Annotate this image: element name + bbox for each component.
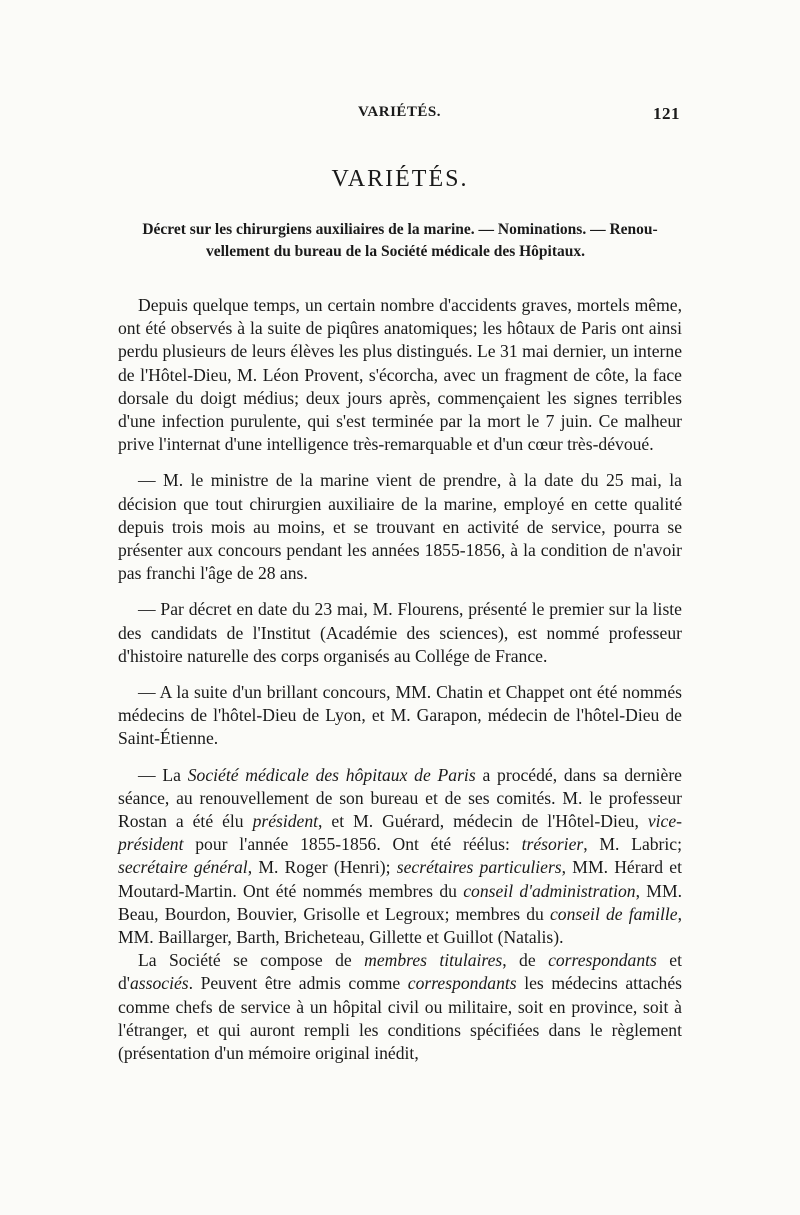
text-run: , de: [502, 950, 549, 971]
paragraph-societe-medicale: [118, 764, 682, 950]
section-title: VARIÉTÉS.: [331, 166, 469, 192]
article-body: [118, 294, 682, 1065]
text-run: pour l'année 1855-1856. Ont été réélus:: [183, 834, 522, 855]
text-run: , MM. Hérard et Moutard-Martin. Ont été nommés membres du: [118, 857, 682, 901]
running-head-title: VARIÉTÉS.: [358, 104, 442, 120]
text-run: , MM. Beau, Bourdon, Bouvier, Grisolle et Legroux; membres du: [118, 880, 682, 924]
italic-run: vice-président: [118, 811, 682, 855]
italic-run: secrétaires particuliers: [396, 857, 562, 878]
italic-run: associés: [129, 973, 189, 994]
text-run: les médecins attachés comme chefs de service à un hôpital civil ou militaire, soit en province, soit à l'étranger, et qui auront rempli les conditions spécifiées dans le règlement (présentation d'un mémoire original inédit,: [118, 973, 682, 1064]
text-run: , M. Roger (Henri);: [247, 857, 397, 878]
text-run: . Peuvent être admis comme: [188, 973, 408, 994]
page-number: 121: [653, 104, 680, 123]
italic-run: Société médicale des hôpitaux de Paris: [187, 764, 476, 785]
summary-line-2: vellement du bureau de la Société médicale des Hôpitaux.: [206, 243, 586, 260]
section-summary: [118, 219, 682, 263]
text-run: , et M. Guérard, médecin de l'Hôtel-Dieu,: [318, 811, 648, 832]
paragraph-marine-decree: — M. le ministre de la marine vient de prendre, à la date du 25 mai, la décision que tout chirurgien auxiliaire de la marine, employé en cette qualité depuis trois mois au moins, et se trouvant en activité de service, pourra se présenter aux concours pendant les années 1855-1856, à la condition de n'avoir pas franchi l'âge de 28 ans.: [118, 470, 682, 584]
running-head: [118, 104, 682, 126]
summary-line-1: Décret sur les chirurgiens auxiliaires de la marine. — Nominations. — Renou-: [142, 221, 658, 238]
italic-run: conseil d'administration: [463, 880, 636, 901]
text-run: , M. Labric;: [583, 834, 682, 855]
text-run: et d': [118, 950, 682, 994]
italic-run: correspondants: [548, 950, 657, 971]
paragraph-flourens: — Par décret en date du 23 mai, M. Flourens, présenté le premier sur la liste des candidats de l'Institut (Académie des sciences), est nommé professeur d'histoire naturelle des corps organisés au Collége de France.: [118, 599, 682, 666]
italic-run: conseil de famille: [550, 903, 678, 924]
paragraph-lyon-concours: — A la suite d'un brillant concours, MM. Chatin et Chappet ont été nommés médecins de l'hôtel-Dieu de Lyon, et M. Garapon, médecin de l'hôtel-Dieu de Saint-Étienne.: [118, 682, 682, 749]
italic-run: membres titulaires: [364, 950, 503, 971]
text-run: a procédé, dans sa dernière séance, au renouvellement de son bureau et de ses comités. M. le professeur Rostan a été élu: [118, 764, 682, 832]
text-run: , MM. Baillarger, Barth, Bricheteau, Gillette et Guillot (Natalis).: [118, 903, 682, 948]
italic-run: président: [252, 811, 319, 832]
italic-run: correspondants: [407, 973, 517, 994]
text-run: — La: [138, 764, 188, 785]
italic-run: trésorier: [521, 834, 584, 855]
paragraph-accidents: Depuis quelque temps, un certain nombre d'accidents graves, mortels même, ont été observés à la suite de piqûres anatomiques; les hôtaux de Paris ont ainsi perdu plusieurs de leurs élèves les plus distingués. Le 31 mai dernier, un interne de l'Hôtel-Dieu, M. Léon Provent, s'écorcha, avec un fragment de côte, la face dorsale du doigt médius; deux jours après, commençaient les signes terribles d'une infection purulente, qui s'est terminée par la mort le 7 juin. Ce malheur prive l'internat d'une intelligence très-remarquable et d'un cœur très-dévoué.: [118, 295, 682, 455]
italic-run: secrétaire général: [118, 857, 248, 878]
text-run: La Société se compose de: [138, 950, 365, 971]
paragraph-societe-composition: [118, 949, 682, 1065]
